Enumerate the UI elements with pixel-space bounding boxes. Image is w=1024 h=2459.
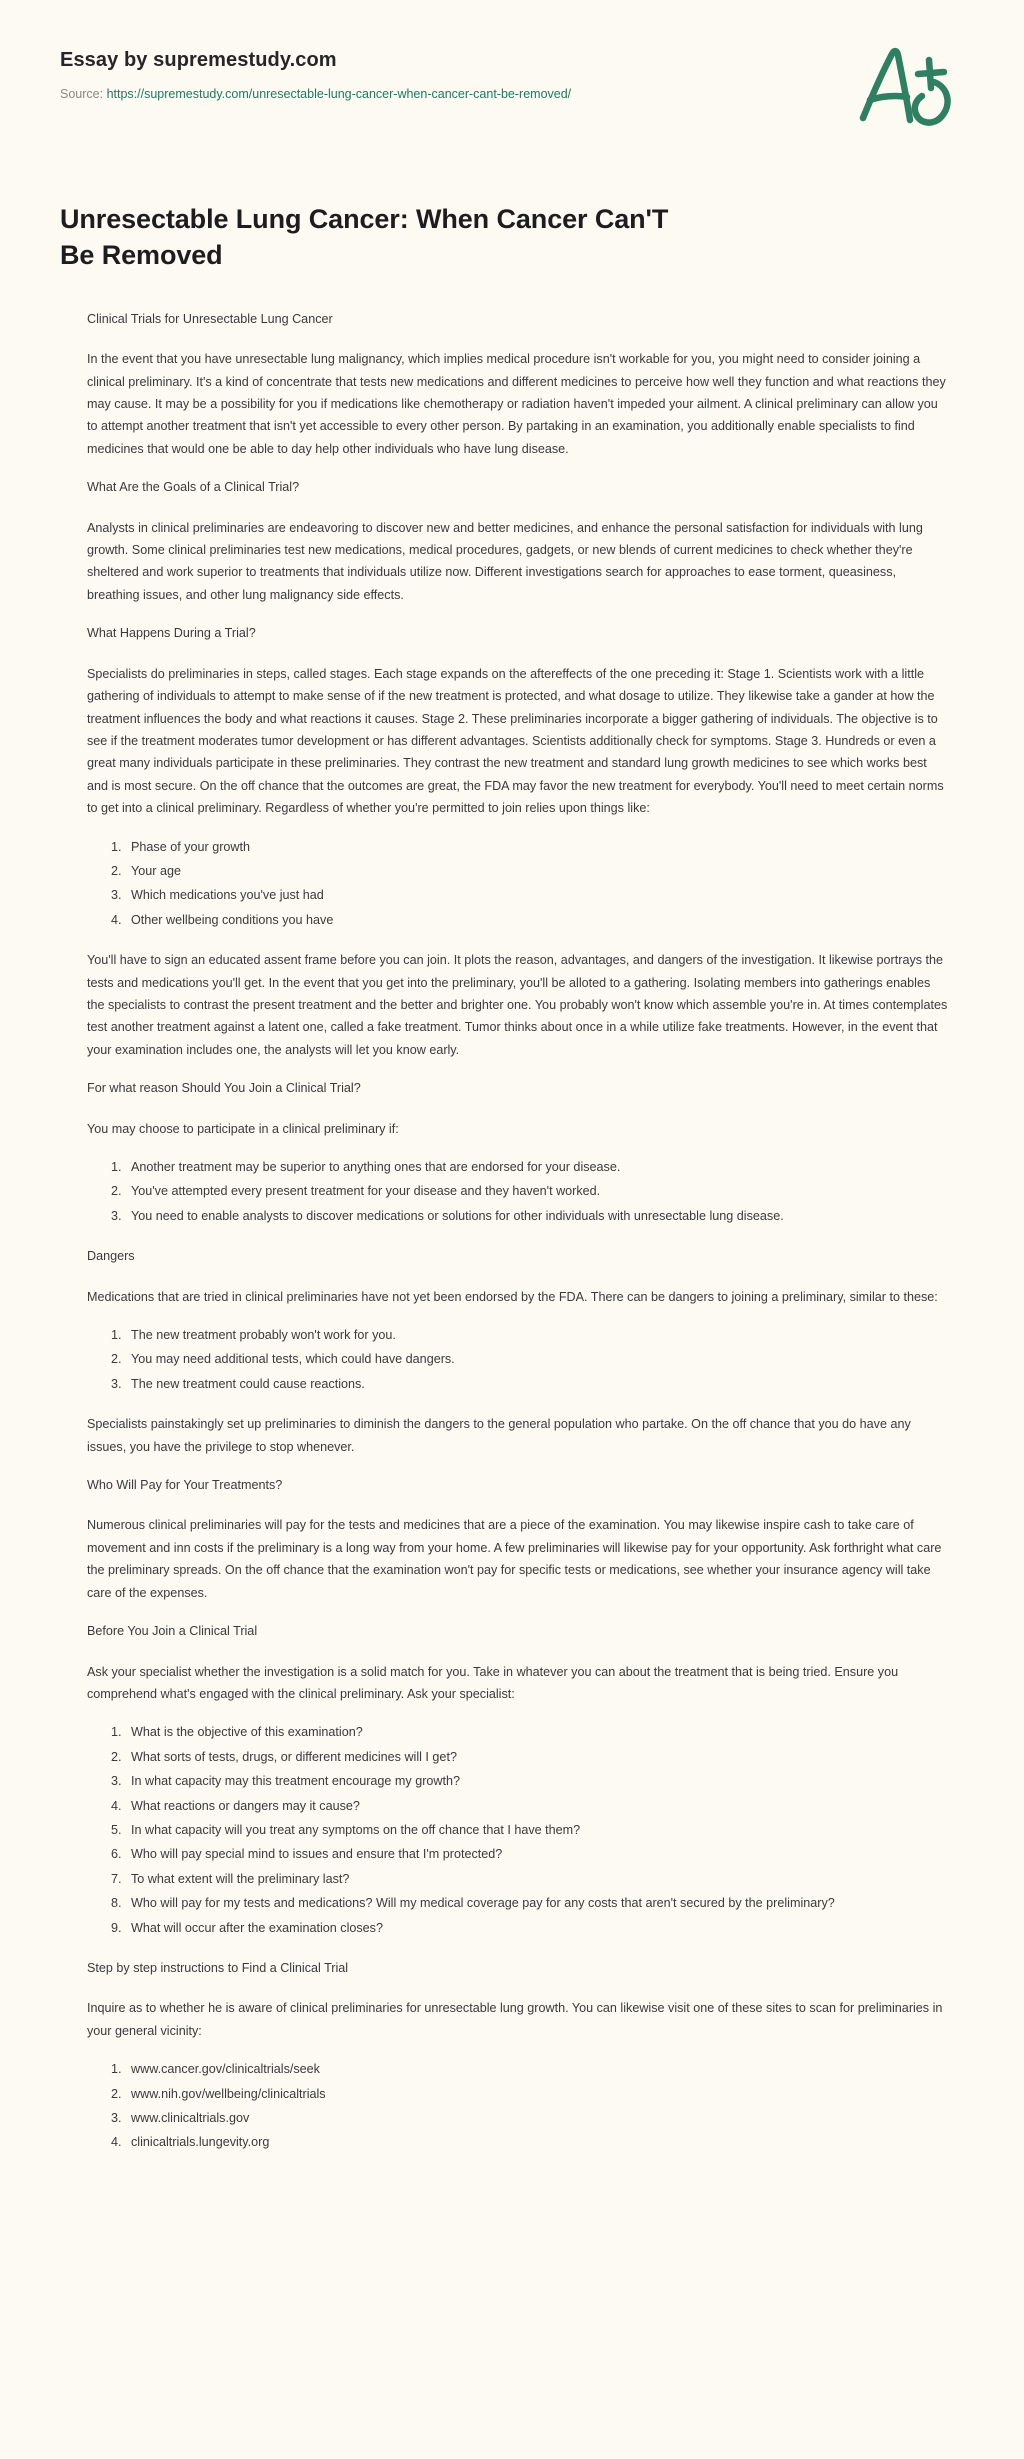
list-item: 4. clinicaltrials.lungevity.org <box>125 2131 949 2153</box>
section-heading-why-join: For what reason Should You Join a Clinical Trial? <box>87 1081 361 1096</box>
section-heading-clinical-trials: Clinical Trials for Unresectable Lung Cancer <box>87 311 333 326</box>
list-eligibility-criteria <box>87 836 949 932</box>
section-heading-before-you-join: Before You Join a Clinical Trial <box>87 1624 258 1639</box>
list-item: 7. To what extent will the preliminary last? <box>125 1868 949 1890</box>
list-risks <box>87 1324 949 1395</box>
list-item: 3. The new treatment could cause reactions. <box>125 1373 949 1395</box>
list-item: 4. Other wellbeing conditions you have <box>125 909 949 931</box>
list-item: 3. In what capacity may this treatment encourage my growth? <box>125 1770 949 1792</box>
list-item: 3. Which medications you've just had <box>125 884 949 906</box>
paragraph-stages: Specialists do preliminaries in steps, called stages. Each stage expands on the aftereffects of the one preceding it: Stage 1. Scientists work with a little gathering of individuals to attempt to make sense of if the new treatment is protected, and what dosage to utilize. They likewise take a gander at how the treatment influences the body and what reactions it causes. Stage 2. These preliminaries incorporate a bigger gathering of individuals. The objective is to see if the treatment moderates tumor development or has different advantages. Scientists additionally check for symptoms. Stage 3. Hundreds or even a great many individuals participate in these preliminaries. They contrast the new treatment and standard lung growth medicines to see which works best and is most secure. On the off chance that the outcomes are great, the FDA may favor the new treatment for everybody. You'll need to meet certain norms to get into a clinical preliminary. Regardless of whether you're permitted to join relies upon things like: <box>87 666 944 816</box>
list-item: 9. What will occur after the examination closes? <box>125 1917 949 1939</box>
list-item: 5. In what capacity will you treat any symptoms on the off chance that I have them? <box>125 1819 949 1841</box>
paragraph-intro: In the event that you have unresectable lung malignancy, which implies medical procedure isn't workable for you, you might need to consider joining a clinical preliminary. It's a kind of concentrate that tests new medications and different medicines to perceive how well they function and what reactions they may cause. It may be a possibility for you if medications like chemotherapy or radiation haven't impeded your ailment. A clinical preliminary can allow you to attempt another treatment that isn't yet accessible to every other person. By partaking in an examination, you additionally enable specialists to find medicines that would one be able to day help other individuals who have lung disease. <box>87 352 946 456</box>
section-heading-how-to-find: Step by step instructions to Find a Clinical Trial <box>87 1960 349 1975</box>
list-item: 2. Your age <box>125 860 949 882</box>
list-item: 1. Another treatment may be superior to anything ones that are endorsed for your disease. <box>125 1156 949 1178</box>
page-title: Unresectable Lung Cancer: When Cancer Can'T Be Removed <box>60 204 669 270</box>
list-item: 1. The new treatment probably won't work for you. <box>125 1324 949 1346</box>
list-item: 2. What sorts of tests, drugs, or different medicines will I get? <box>125 1746 949 1768</box>
list-item: 1. Phase of your growth <box>125 836 949 858</box>
list-item: 4. What reactions or dangers may it cause? <box>125 1795 949 1817</box>
section-heading-who-will-pay: Who Will Pay for Your Treatments? <box>87 1478 283 1493</box>
list-item: 6. Who will pay special mind to issues and ensure that I'm protected? <box>125 1843 949 1865</box>
list-item: 3. www.clinicaltrials.gov <box>125 2107 949 2129</box>
paragraph-risk-mitigation: Specialists painstakingly set up preliminaries to diminish the dangers to the general population who partake. On the off chance that you do have any issues, you have the privilege to stop whenever. <box>87 1417 911 1454</box>
article-content-column <box>60 308 949 2154</box>
paragraph-why-join-intro: You may choose to participate in a clinical preliminary if: <box>87 1121 399 1136</box>
list-reasons-to-join <box>87 1156 949 1227</box>
list-item: 2. You may need additional tests, which could have dangers. <box>125 1348 949 1370</box>
section-heading-goals: What Are the Goals of a Clinical Trial? <box>87 480 300 495</box>
paragraph-goals: Analysts in clinical preliminaries are endeavoring to discover new and better medicines, and enhance the personal satisfaction for individuals with lung growth. Some clinical preliminaries test new medications, medical procedures, gadgets, or new blends of current medicines to check whether they're sheltered and work superior to treatments that individuals utilize now. Different investigations search for approaches to ease torment, queasiness, breathing issues, and other lung malignancy side effects. <box>87 520 923 602</box>
list-item: 8. Who will pay for my tests and medications? Will my medical coverage pay for any costs that aren't secured by the preliminary? <box>125 1892 949 1914</box>
source-url-link[interactable]: https://supremestudy.com/unresectable-lung-cancer-when-cancer-cant-be-removed/ <box>106 87 572 101</box>
paragraph-before-join: Ask your specialist whether the investigation is a solid match for you. Take in whatever you can about the treatment that is being tried. Ensure you comprehend what's engaged with the clinical preliminary. Ask your specialist: <box>87 1664 899 1701</box>
paragraph-informed-consent: You'll have to sign an educated assent frame before you can join. It plots the reason, advantages, and dangers of the investigation. It likewise portrays the tests and medications you'll get. In the event that you get into the preliminary, you'll be alloted to a gathering. Isolating members into gatherings enables the specialists to contrast the present treatment and the better and brighter one. You probably won't know which assemble you're in. At times contemplates test another treatment against a latent one, called a fake treatment. Tumor thinks about once in a while utilize fake treatments. However, in the event that your examination includes one, the analysts will let you know early. <box>87 953 948 1057</box>
source-label: Source: <box>60 87 104 101</box>
list-questions-for-specialist <box>87 1721 949 1939</box>
source-attribution <box>60 86 964 103</box>
list-item: 1. What is the objective of this examination? <box>125 1721 949 1743</box>
list-trial-websites <box>87 2058 949 2154</box>
a-plus-logo <box>852 38 972 128</box>
paragraph-dangers-intro: Medications that are tried in clinical preliminaries have not yet been endorsed by the FDA. There can be dangers to joining a preliminary, similar to these: <box>87 1289 938 1304</box>
paragraph-payment: Numerous clinical preliminaries will pay for the tests and medicines that are a piece of the examination. You may likewise inspire cash to take care of movement and inn costs if the preliminary is a long way from your home. A few preliminaries will likewise pay for your opportunity. Ask forthright what care the preliminary spreads. On the off chance that the examination won't pay for specific tests or medications, see whether your insurance agency will take care of the expenses. <box>87 1518 942 1600</box>
article-body <box>0 120 1024 2212</box>
brand-title: Essay by supremestudy.com <box>60 49 337 71</box>
list-item: 2. You've attempted every present treatment for your disease and they haven't worked. <box>125 1180 949 1202</box>
section-heading-dangers: Dangers <box>87 1249 135 1264</box>
list-item: 1. www.cancer.gov/clinicaltrials/seek <box>125 2058 949 2080</box>
list-item: 2. www.nih.gov/wellbeing/clinicaltrials <box>125 2083 949 2105</box>
section-heading-what-happens: What Happens During a Trial? <box>87 626 256 641</box>
list-item: 3. You need to enable analysts to discover medications or solutions for other individuals with unresectable lung disease. <box>125 1205 949 1227</box>
page-header <box>0 0 1024 120</box>
paragraph-how-to-find: Inquire as to whether he is aware of clinical preliminaries for unresectable lung growth. You can likewise visit one of these sites to scan for preliminaries in your general vicinity: <box>87 2001 943 2038</box>
